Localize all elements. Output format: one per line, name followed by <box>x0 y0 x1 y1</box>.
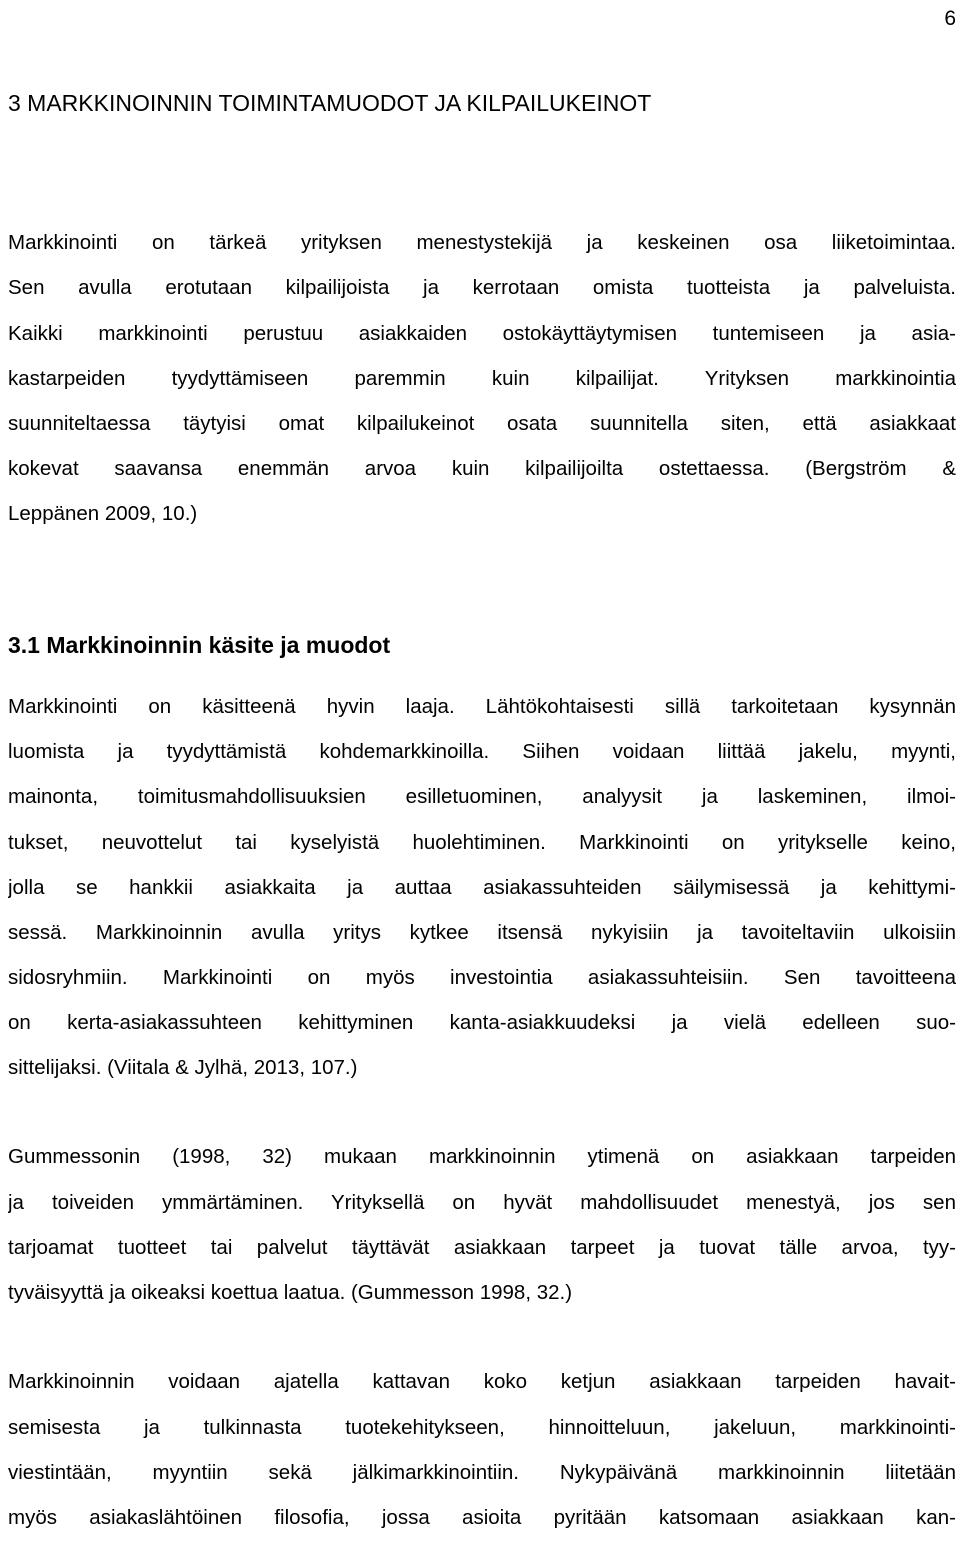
text-line: tarjoamat tuotteet tai palvelut täyttävät asiakkaan tarpeet ja tuovat tälle arvoa, tyy- <box>8 1236 956 1259</box>
text-line: sittelijaksi. (Viitala & Jylhä, 2013, 107.) <box>8 1056 358 1079</box>
text-line: mainonta, toimitusmahdollisuuksien esilletuominen, analyysit ja laskeminen, ilmoi- <box>8 785 956 808</box>
text-line: kokevat saavansa enemmän arvoa kuin kilpailijoilta ostettaessa. (Bergström & <box>8 457 956 480</box>
text-line: tyväisyyttä ja oikeaksi koettua laatua. (Gummesson 1998, 32.) <box>8 1281 573 1304</box>
text-line: Sen avulla erotutaan kilpailijoista ja kerrotaan omista tuotteista ja palveluista. <box>8 276 956 299</box>
text-line: Markkinoinnin voidaan ajatella kattavan koko ketjun asiakkaan tarpeiden havait- <box>8 1370 956 1393</box>
text-line: Markkinointi on käsitteenä hyvin laaja. Lähtökohtaisesti sillä tarkoitetaan kysynnän <box>8 695 956 718</box>
text-line: suunniteltaessa täytyisi omat kilpailukeinot osata suunnitella siten, että asiakkaat <box>8 412 956 435</box>
text-line: semisesta ja tulkinnasta tuotekehitykseen, hinnoitteluun, jakeluun, markkinointi- <box>8 1416 956 1439</box>
text-line: Kaikki markkinointi perustuu asiakkaiden ostokäyttäytymisen tuntemiseen ja asia- <box>8 322 956 345</box>
text-line: tukset, neuvottelut tai kyselyistä huolehtiminen. Markkinointi on yritykselle keino, <box>8 831 956 854</box>
text-line: on kerta-asiakassuhteen kehittyminen kanta-asiakkuudeksi ja vielä edelleen suo- <box>8 1011 956 1034</box>
text-line: viestintään, myyntiin sekä jälkimarkkinointiin. Nykypäivänä markkinoinnin liitetään <box>8 1461 956 1484</box>
text-line: ja toiveiden ymmärtäminen. Yrityksellä on hyvät mahdollisuudet menestyä, jos sen <box>8 1191 956 1214</box>
chapter-heading: 3 MARKKINOINNIN TOIMINTAMUODOT JA KILPAILUKEINOT <box>8 90 652 116</box>
text-line: sessä. Markkinoinnin avulla yritys kytkee itsensä nykyisiin ja tavoiteltaviin ulkoisiin <box>8 921 956 944</box>
text-line: Gummessonin (1998, 32) mukaan markkinoinnin ytimenä on asiakkaan tarpeiden <box>8 1145 956 1168</box>
text-line: Leppänen 2009, 10.) <box>8 502 198 525</box>
text-line: myös asiakaslähtöinen filosofia, jossa asioita pyritään katsomaan asiakkaan kan- <box>8 1506 956 1529</box>
text-line: Markkinointi on tärkeä yrityksen menestystekijä ja keskeinen osa liiketoimintaa. <box>8 231 956 254</box>
section-heading: 3.1 Markkinoinnin käsite ja muodot <box>8 632 391 658</box>
text-line: sidosryhmiin. Markkinointi on myös investointia asiakassuhteisiin. Sen tavoitteena <box>8 966 956 989</box>
text-line: luomista ja tyydyttämistä kohdemarkkinoilla. Siihen voidaan liittää jakelu, myynti, <box>8 740 956 763</box>
text-line: jolla se hankkii asiakkaita ja auttaa asiakassuhteiden säilymisessä ja kehittymi- <box>8 876 956 899</box>
page-number: 6 <box>944 7 956 30</box>
text-line: kastarpeiden tyydyttämiseen paremmin kuin kilpailijat. Yrityksen markkinointia <box>8 367 956 390</box>
